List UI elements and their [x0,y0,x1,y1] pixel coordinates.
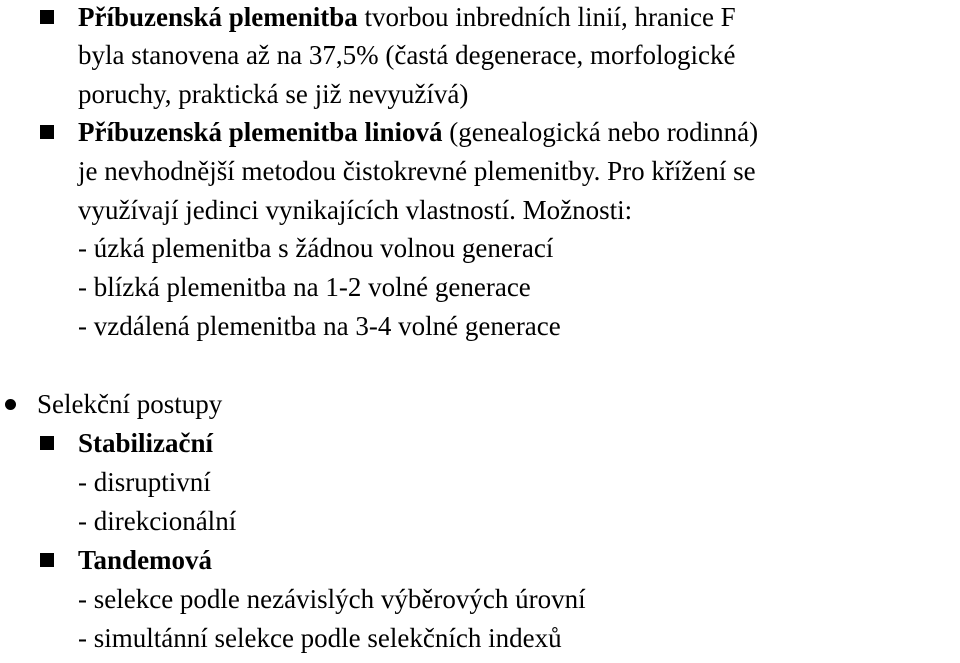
p1-line1-text [78,0,736,37]
stab-title: Stabilizační [78,428,214,458]
p2-line3 [0,190,960,230]
p1-line2 [0,35,960,75]
option-uzka: - úzká plemenitba s žádnou volnou generací [78,233,554,263]
option-vzdalena: - vzdálená plemenitba na 3-4 volné generace [78,311,561,341]
option-blizka: - blízká plemenitba na 1-2 volné generace [78,272,531,302]
p2-line1-text [78,112,758,152]
square-bullet-icon [40,436,54,450]
tandem-title-line [0,540,960,580]
p2-option1 [0,228,960,268]
p1-line1 [0,0,960,37]
stab-disruptivni: - disruptivní [78,467,211,497]
tandem-nezavisle: - selekce podle nezávislých výběrových úrovní [78,584,586,614]
stab-item2 [0,501,960,541]
p2-line3-text: využívají jedinci vynikajících vlastností. Možnosti: [78,195,633,225]
p1-line3 [0,74,960,114]
p1-line3-text: poruchy, praktická se již nevyužívá) [78,79,469,109]
tandem-item1 [0,579,960,619]
selection-heading-line [0,384,960,424]
stab-direkcionalni: - direkcionální [78,506,237,536]
round-bullet-icon [5,399,16,410]
tandem-indexy: - simultánní selekce podle selekčních indexů [78,623,562,653]
square-bullet-icon [40,10,54,24]
p1-line2-text: byla stanovena až na 37,5% (častá degenerace, morfologické [78,40,736,70]
selection-heading: Selekční postupy [37,389,223,419]
stab-item1 [0,462,960,502]
p2-title: Příbuzenská plemenitba liniová [78,117,443,147]
square-bullet-icon [40,125,54,139]
p1-title: Příbuzenská plemenitba [78,2,358,32]
p2-option3 [0,306,960,346]
tandem-item2 [0,618,960,658]
stab-title-line [0,423,960,463]
square-bullet-icon [40,553,54,567]
p2-line1 [0,112,960,152]
p2-line2 [0,151,960,191]
p2-line1-rest: (genealogická nebo rodinná) [449,117,759,147]
p1-line1-rest: tvorbou inbredních linií, hranice F [364,2,736,32]
p2-option2 [0,267,960,307]
tandem-title: Tandemová [78,545,213,575]
p2-line2-text: je nevhodnější metodou čistokrevné plemenitby. Pro křížení se [78,156,756,186]
